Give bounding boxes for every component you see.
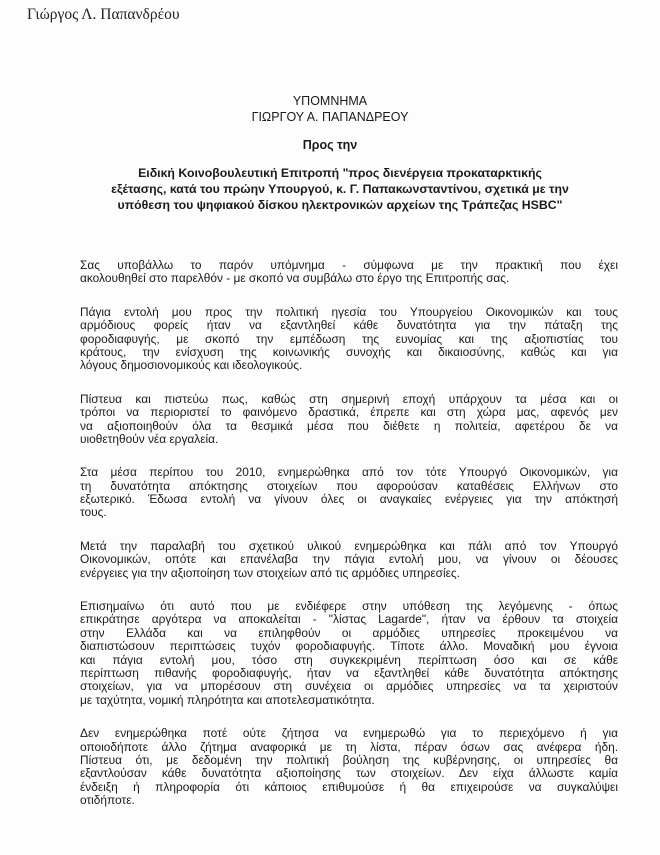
paragraph (80, 259, 618, 286)
text-line: Μετά την παραλαβή του σχετικού υλικού ενημερώθηκα και πάλι από τον Υπουργό (80, 538, 618, 553)
paragraph (80, 393, 618, 447)
text-line: Πίστευα ότι, με δεδομένη την πολιτική βούληση της κυβέρνησης, οι υπηρεσίες θα (80, 752, 618, 767)
text-line: να αξιοποιηθούν όλα τα θεσμικά μέσα που διέθετε η πολιτεία, αφετέρου δε να (80, 418, 618, 433)
text-line: ένδειξη ή πληροφορία ότι κάποιος επιθυμούσε ή θα επιχειρούσε να συγκαλύψει (80, 779, 618, 794)
document-title (0, 93, 660, 125)
text-line: στην Ελλάδα και να επιληφθούν οι αρμόδιες υπηρεσίες προκειμένου να (80, 625, 618, 640)
text-line: στοιχείων, για να μπορέσουν στη συνέχεια οι αρμόδιες υπηρεσίες να τα χειριστούν (80, 679, 618, 694)
title-line-2: ΓΙΩΡΓΟΥ Α. ΠΑΠΑΝΔΡΕΟΥ (251, 110, 409, 124)
text-line: ενέργειες για την αξιοποίηση των στοιχείων από τις αρμόδιες υπηρεσίες. (80, 565, 460, 580)
text-line: οτιδήποτε. (80, 793, 135, 808)
text-line: τους. (80, 505, 107, 520)
text-line: Επισημαίνω ότι αυτό που με ενδιέφερε στην υπόθεση της λεγόμενης - όπως (80, 599, 618, 614)
text-line: λόγους δημοσιονομικούς και ιδεολογικούς. (80, 358, 303, 373)
text-line: φοροδιαφυγής, με σκοπό την εμπέδωση της ευνομίας και της αξιοπιστίας του (80, 331, 618, 346)
text-line: τη δυνατότητα απόκτησης στοιχείων που αφορούσαν καταθέσεις Ελλήνων στο (80, 478, 618, 493)
text-line: με ταχύτητα, νομική πληρότητα και αποτελεσματικότητα. (80, 692, 375, 707)
committee-line: Ειδική Κοινοβουλευτική Επιτροπή "προς διενέργεια προκαταρκτικής (138, 166, 542, 180)
text-line: Πίστευα και πιστεύω πως, καθώς στη σημερινή εποχή υπάρχουν τα μέσα και οι (80, 391, 618, 406)
text-line: οποιοδήποτε άλλο ζήτημα αναφορικά με τη λίστα, πέραν όσων σας ανέφερα ήδη. (80, 739, 618, 754)
text-line: αρμόδιους φορείς ήταν να εξαντληθεί κάθε δυνατότητα για την πάταξη της (80, 318, 618, 333)
text-line: υιοθετηθούν νέα εργαλεία. (80, 431, 219, 446)
paragraph (80, 540, 618, 580)
author-header: Γιώργος Λ. Παπανδρέου (27, 6, 180, 23)
text-line: Δεν ενημερώθηκα ποτέ ούτε ζήτησα να ενημερωθώ για το περιεχόμενο ή για (80, 726, 618, 741)
text-line: εξωτερικό. Έδωσα εντολή να γίνουν όλες οι αναγκαίες ενέργειες για την απόκτησή (80, 492, 618, 507)
text-line: και πάγια εντολή μου, τόσο στη συγκεκριμένη περίπτωση όσο και σε κάθε (80, 652, 618, 667)
text-line: εξαντλούσαν κάθε δυνατότητα αξιοποίησης των στοιχείων. Δεν είχα άλλωστε καμία (80, 766, 618, 781)
title-line-1: ΥΠΟΜΝΗΜΑ (292, 94, 368, 108)
text-line: Σας υποβάλλω το παρόν υπόμνημα - σύμφωνα με την πρακτική που έχει (80, 258, 618, 272)
committee-line: υπόθεση του ψηφιακού δίσκου ηλεκτρονικών αρχείων της Τράπεζας HSBC" (117, 198, 563, 212)
addressee-label: Προς την (302, 138, 358, 152)
text-line: επικράτησε αργότερα να αποκαλείται - "λίστας Lagarde", ήταν να έρθουν τα στοιχεία (80, 612, 618, 627)
committee-name (60, 165, 620, 213)
committee-line: εξέτασης, κατά του πρώην Υπουργού, κ. Γ. Παπακωνσταντίνου, σχετικά με την (111, 182, 569, 196)
text-line: ακολουθηθεί στο παρελθόν - με σκοπό να συμβάλω στο έργο της Επιτροπής σας. (80, 271, 510, 286)
text-line: Οικονομικών, οπότε και επανέλαβα την πάγια εντολή μου, να γίνουν οι δέουσες (80, 552, 618, 567)
text-line: τρόποι να περιοριστεί το φαινόμενο δραστικά, έπρεπε και στη χώρα μας, αφενός μεν (80, 405, 618, 420)
paragraph (80, 306, 618, 373)
text-line: Στα μέσα περίπου του 2010, ενημερώθηκα από τον τότε Υπουργό Οικονομικών, για (80, 465, 618, 480)
paragraph (80, 727, 618, 807)
memo-body (80, 259, 618, 828)
paragraph (80, 600, 618, 707)
text-line: διαπιστώσουν περιπτώσεις τυχόν φοροδιαφυγής. Τίποτε άλλο. Μοναδική μου έγνοια (80, 639, 618, 654)
text-line: περίπτωση πιθανής φοροδιαφυγής, ήταν να εξαντληθεί κάθε δυνατότητα απόκτησης (80, 665, 618, 680)
text-line: κράτους, την ενίσχυση της κοινωνικής συνοχής και δικαιοσύνης, καθώς και για (80, 344, 618, 359)
text-line: Πάγια εντολή μου προς την πολιτική ηγεσία του Υπουργείου Οικονομικών και τους (80, 304, 618, 319)
paragraph (80, 466, 618, 520)
